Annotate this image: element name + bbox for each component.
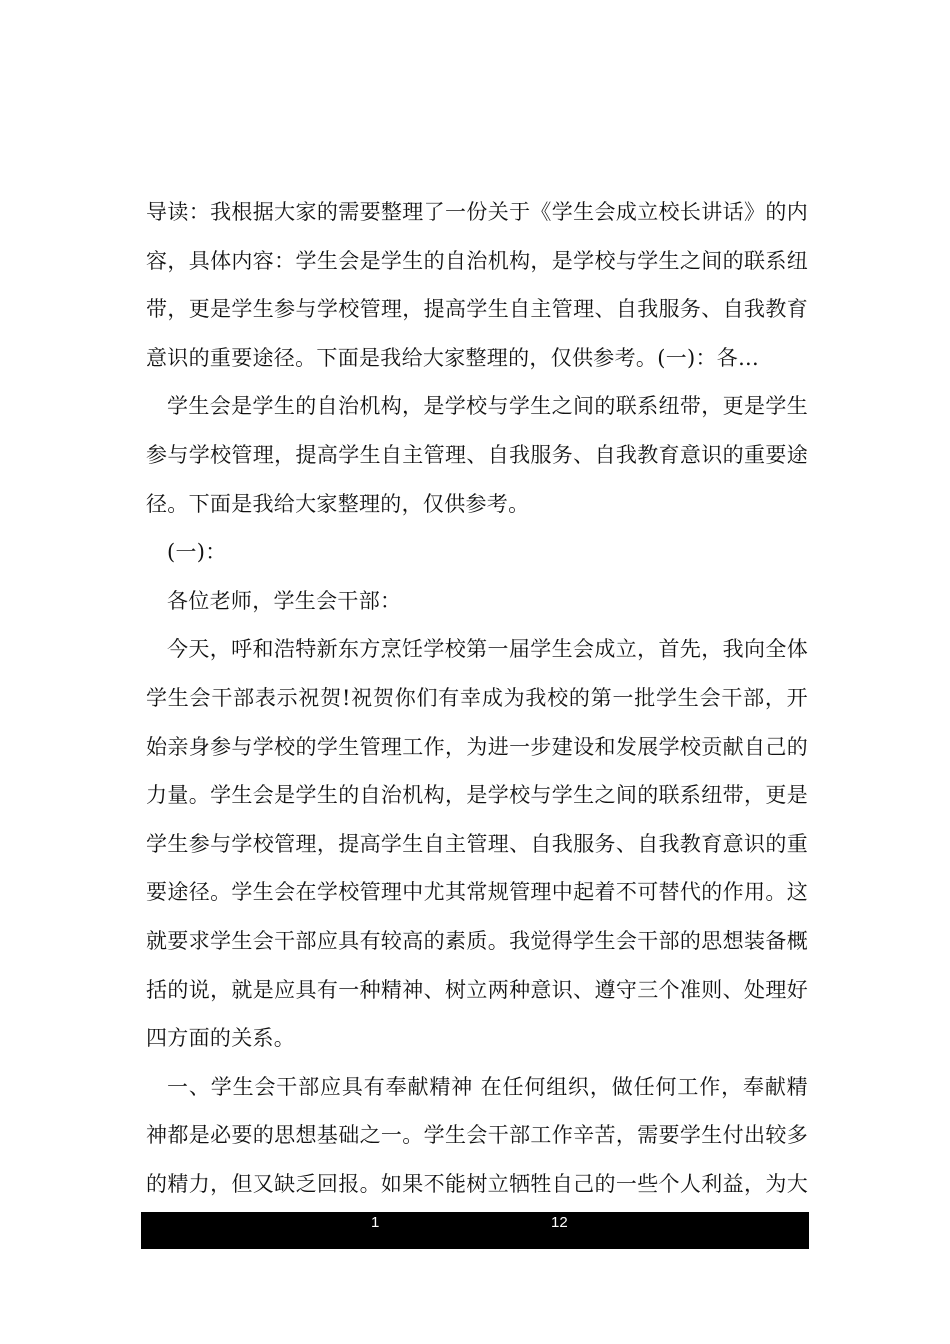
footer-bar bbox=[141, 1212, 809, 1249]
page-total: 12 bbox=[551, 1214, 568, 1231]
salutation: 各位老师，学生会干部： bbox=[167, 588, 402, 613]
summary-paragraph: 学生会是学生的自治机构，是学校与学生之间的联系纽带，更是学生参与学校管理，提高学生自主管理、自我服务、自我教育意识的重要途径。下面是我给大家整理的，仅供参考。 bbox=[146, 394, 808, 516]
section-heading: (一)： bbox=[167, 540, 227, 565]
page-number: 1 bbox=[371, 1214, 380, 1231]
body-paragraph: 今天，呼和浩特新东方烹饪学校第一届学生会成立，首先，我向全体学生会干部表示祝贺!祝贺你们有幸成为我校的第一批学生会干部，开始亲身参与学校的学生管理工作，为进一步建设和发展学校贡献自己的力量。学生会是学生的自治机构，是学校与学生之间的联系纽带，更是学生参与学校管理，提高学生自主管理、自我服务、自我教育意识的重要途径。学生会在学校管理中尤其常规管理中起着不可替代的作用。这就要求学生会干部应具有较高的素质。我觉得学生会干部的思想装备概括的说，就是应具有一种精神、树立两种意识、遵守三个准则、处理好四方面的关系。 bbox=[146, 637, 808, 1051]
body-paragraph-2: 一、学生会干部应具有奉献精神 在任何组织，做任何工作，奉献精神都是必要的思想基础之一。学生会干部工作辛苦，需要学生付出较多的精力，但又缺乏回报。如果不能树立牺牲自己的一些个人利益，为大 bbox=[146, 1074, 808, 1196]
intro-paragraph: 导读：我根据大家的需要整理了一份关于《学生会成立校长讲话》的内容，具体内容：学生会是学生的自治机构，是学校与学生之间的联系纽带，更是学生参与学校管理，提高学生自主管理、自我服务、自我教育意识的重要途径。下面是我给大家整理的，仅供参考。(一)：各... bbox=[146, 200, 808, 370]
document-body bbox=[146, 188, 808, 1257]
